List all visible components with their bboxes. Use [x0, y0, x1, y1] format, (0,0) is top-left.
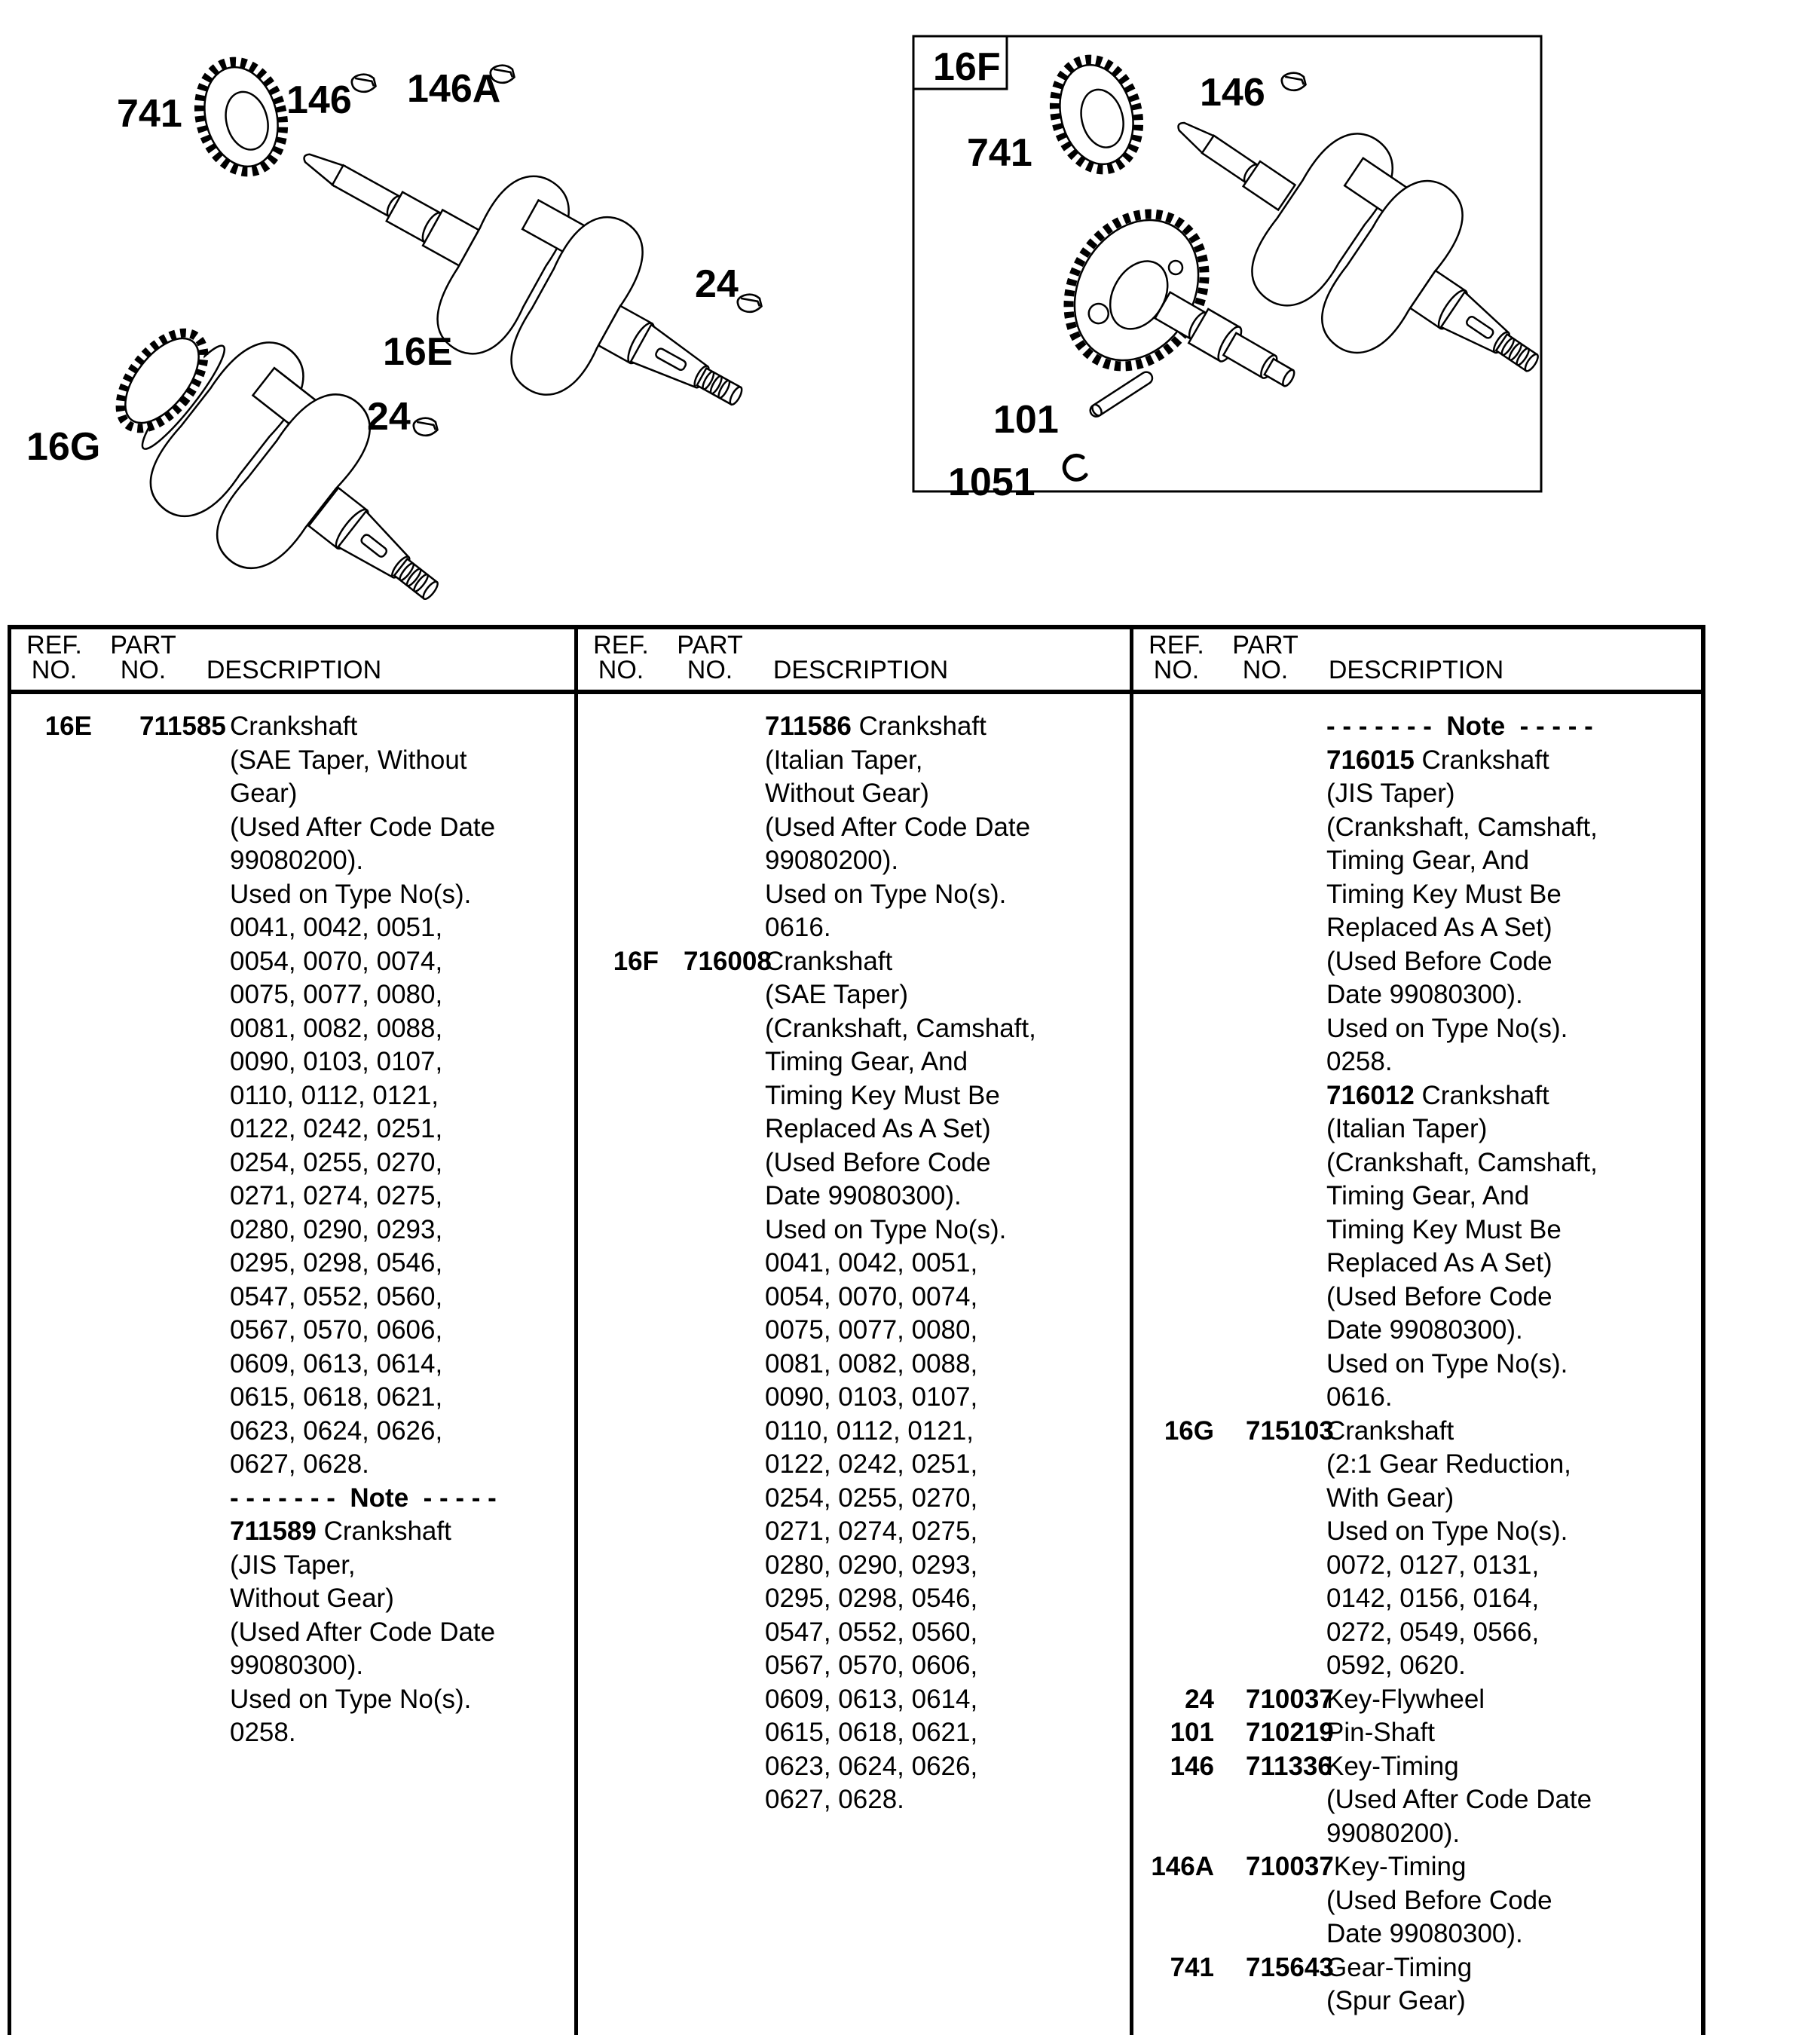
description-cell: (Used Before Code — [1326, 1281, 1552, 1311]
description-cell: 0072, 0127, 0131, — [1326, 1550, 1540, 1580]
table-line-row — [1130, 1448, 1701, 1482]
part-no-cell: 711585 — [139, 711, 226, 741]
table-line-row — [8, 1045, 574, 1079]
ref-no-header: NO. — [31, 656, 78, 684]
table-line-row — [1130, 1348, 1701, 1382]
table-line-row — [8, 1112, 574, 1146]
table-line-row — [574, 1716, 1130, 1750]
table-line-row — [574, 1750, 1130, 1784]
timing-gear-drawing-right — [1043, 50, 1151, 179]
table-line-row — [1130, 1649, 1701, 1683]
description-cell: 0567, 0570, 0606, — [765, 1651, 978, 1680]
part-no-header: NO. — [120, 656, 167, 684]
description-cell: (Used After Code Date — [765, 812, 1031, 842]
description-cell: 0271, 0274, 0275, — [765, 1516, 978, 1546]
description-cell: Without Gear) — [765, 779, 929, 808]
ref-no-cell: 101 — [1170, 1718, 1214, 1747]
part-no-cell: 710037 — [1246, 1684, 1334, 1714]
description-cell: 0295, 0298, 0546, — [230, 1248, 443, 1278]
table-line-row — [8, 1247, 574, 1281]
description-cell: 0615, 0618, 0621, — [765, 1718, 978, 1747]
table-line-row — [8, 1649, 574, 1683]
description-cell: Used on Type No(s). — [765, 879, 1007, 909]
table-body — [8, 695, 574, 1750]
description-cell: 0280, 0290, 0293, — [230, 1214, 443, 1244]
table-line-row — [1130, 1415, 1701, 1449]
table-line-row — [1130, 1716, 1701, 1750]
table-line-row — [8, 1213, 574, 1247]
description-cell: 0142, 0156, 0164, — [1326, 1584, 1540, 1613]
table-line-row — [574, 1348, 1130, 1382]
table-line-row — [1130, 1750, 1701, 1784]
key-146-drawing-left — [352, 75, 376, 92]
description-cell: (Crankshaft, Camshaft, — [1326, 1147, 1598, 1177]
table-line-row — [574, 1045, 1130, 1079]
ref-no-cell: 16G — [1164, 1415, 1214, 1446]
description-cell: (SAE Taper, Without — [230, 745, 467, 775]
description-cell: 0258. — [230, 1718, 296, 1747]
table-line-row — [574, 811, 1130, 845]
description-cell: 99080200). — [230, 846, 364, 875]
table-line-row — [8, 811, 574, 845]
description-cell: (Crankshaft, Camshaft, — [765, 1013, 1036, 1043]
ref-no-cell: 16E — [44, 711, 92, 741]
description-cell: Timing Gear, And — [1326, 1181, 1530, 1210]
diagram-label-741-right: 741 — [967, 131, 1032, 175]
description-cell: 0616. — [1326, 1382, 1393, 1412]
description-cell: Date 99080300). — [1326, 980, 1523, 1009]
description-cell: 0616. — [765, 913, 831, 942]
description-cell: 0122, 0242, 0251, — [765, 1449, 978, 1479]
description-cell: 716012 Crankshaft — [1326, 1080, 1549, 1110]
pin-101-drawing — [1088, 370, 1155, 419]
table-line-row — [1130, 1515, 1701, 1549]
retaining-ring-1051-drawing — [1064, 455, 1086, 479]
description-header: DESCRIPTION — [772, 656, 949, 684]
description-cell: 0041, 0042, 0051, — [765, 1248, 978, 1278]
diagram-label-24-upper: 24 — [695, 262, 739, 306]
diagram-label-146-right: 146 — [1200, 71, 1265, 115]
table-line-row — [574, 878, 1130, 912]
table-line-row — [8, 744, 574, 778]
description-cell: Timing Key Must Be — [765, 1080, 1000, 1110]
table-line-row — [8, 844, 574, 878]
description-cell: Timing Gear, And — [765, 1047, 968, 1076]
description-cell: 0627, 0628. — [230, 1449, 369, 1479]
description-cell: Date 99080300). — [1326, 1919, 1523, 1948]
table-line-row — [1130, 844, 1701, 878]
table-line-row — [1130, 1985, 1701, 2018]
description-cell: Date 99080300). — [1326, 1315, 1523, 1345]
description-cell: - - - - - - - Note - - - - - — [230, 1483, 497, 1513]
description-cell: Used on Type No(s). — [230, 879, 472, 909]
table-line-row — [574, 1448, 1130, 1482]
description-cell: 0547, 0552, 0560, — [765, 1617, 978, 1647]
description-cell: 0081, 0082, 0088, — [765, 1348, 978, 1379]
table-line-row — [574, 1012, 1130, 1046]
table-line-row — [8, 1079, 574, 1113]
table-line-row — [8, 1582, 574, 1616]
description-cell: (Used After Code Date — [230, 812, 496, 842]
description-cell: 711586 Crankshaft — [765, 711, 986, 741]
table-right-border — [1701, 625, 1705, 2035]
description-cell: 0547, 0552, 0560, — [230, 1281, 443, 1311]
table-line-row — [1130, 1213, 1701, 1247]
part-no-header: NO. — [687, 656, 733, 684]
table-line-row — [1130, 1180, 1701, 1213]
description-cell: Date 99080300). — [765, 1181, 962, 1210]
table-line-row — [574, 1314, 1130, 1348]
description-cell: Key-Flywheel — [1326, 1684, 1485, 1714]
table-line-row — [1130, 710, 1701, 744]
table-line-row — [8, 978, 574, 1012]
table-line-row — [574, 1649, 1130, 1683]
table-line-row — [574, 1616, 1130, 1650]
part-no-cell: 716008 — [684, 946, 772, 976]
table-line-row — [574, 777, 1130, 811]
table-header — [1130, 626, 1701, 695]
description-cell: 0609, 0613, 0614, — [765, 1684, 978, 1714]
table-line-row — [1130, 1951, 1701, 1985]
description-cell: (2:1 Gear Reduction, — [1326, 1449, 1571, 1479]
description-cell: 0081, 0082, 0088, — [230, 1013, 443, 1043]
table-line-row — [8, 1314, 574, 1348]
ref-no-cell: 146A — [1151, 1852, 1214, 1881]
description-cell: Gear-Timing — [1326, 1952, 1473, 1982]
description-cell: 0272, 0549, 0566, — [1326, 1617, 1540, 1647]
table-line-row — [574, 1281, 1130, 1314]
table-line-row — [1130, 1884, 1701, 1918]
ref-no-cell: 16F — [613, 946, 659, 976]
description-cell: Key-Timing — [1326, 1751, 1459, 1781]
table-line-row — [1130, 1582, 1701, 1616]
description-cell: 0090, 0103, 0107, — [230, 1047, 443, 1076]
description-cell: 0295, 0298, 0546, — [765, 1584, 978, 1613]
ref-no-header: REF. — [1149, 631, 1204, 659]
table-line-row — [1130, 1850, 1701, 1884]
description-cell: (Used Before Code — [1326, 946, 1552, 976]
description-cell: Key-Timing — [1326, 1852, 1467, 1881]
description-cell: 711589 Crankshaft — [230, 1516, 451, 1546]
diagram-label-16g: 16G — [26, 425, 101, 469]
ref-no-header: REF. — [26, 631, 82, 659]
diagram-label-101: 101 — [993, 398, 1059, 442]
description-cell: (Italian Taper) — [1326, 1114, 1488, 1143]
table-line-row — [8, 1180, 574, 1213]
description-cell: 0609, 0613, 0614, — [230, 1348, 443, 1379]
description-cell: (Used After Code Date — [1326, 1785, 1592, 1814]
description-cell: - - - - - - - Note - - - - - — [1326, 711, 1593, 741]
description-cell: (Used After Code Date — [230, 1617, 496, 1647]
table-line-row — [8, 1616, 574, 1650]
table-line-row — [574, 978, 1130, 1012]
description-cell: 0110, 0112, 0121, — [230, 1080, 439, 1110]
description-cell: 0280, 0290, 0293, — [765, 1550, 978, 1580]
table-line-row — [1130, 1281, 1701, 1314]
table-line-row — [1130, 1817, 1701, 1851]
description-cell: 0054, 0070, 0074, — [230, 946, 443, 976]
table-line-row — [574, 1515, 1130, 1549]
description-cell: 0567, 0570, 0606, — [230, 1315, 443, 1345]
parts-table-section-3 — [1130, 626, 1701, 2035]
description-cell: 0075, 0077, 0080, — [765, 1315, 978, 1345]
description-cell: Replaced As A Set) — [1326, 913, 1552, 942]
table-line-row — [8, 878, 574, 912]
table-line-row — [8, 777, 574, 811]
key-146-drawing-right — [1282, 73, 1306, 90]
table-line-row — [574, 1783, 1130, 1817]
description-cell: 99080200). — [1326, 1818, 1461, 1848]
part-no-header: PART — [110, 631, 176, 659]
part-no-cell: 715103 — [1246, 1415, 1334, 1446]
table-line-row — [8, 1515, 574, 1549]
description-cell: Timing Key Must Be — [1326, 879, 1562, 909]
table-line-row — [574, 1549, 1130, 1583]
table-line-row — [574, 1415, 1130, 1449]
table-line-row — [574, 710, 1130, 744]
table-line-row — [1130, 1045, 1701, 1079]
description-cell: Crankshaft — [1326, 1415, 1454, 1446]
key-24-lower-drawing — [414, 418, 438, 436]
parts-diagram — [0, 0, 1820, 625]
table-line-row — [8, 1281, 574, 1314]
description-cell: 0627, 0628. — [765, 1785, 904, 1814]
description-cell: 0254, 0255, 0270, — [230, 1147, 443, 1177]
description-cell: Crankshaft — [230, 711, 358, 741]
table-line-row — [574, 744, 1130, 778]
table-line-row — [1130, 1079, 1701, 1113]
table-line-row — [8, 1448, 574, 1482]
ref-no-header: REF. — [593, 631, 649, 659]
table-line-row — [8, 1381, 574, 1415]
table-line-row — [574, 1213, 1130, 1247]
table-line-row — [574, 1381, 1130, 1415]
description-cell: Used on Type No(s). — [765, 1214, 1007, 1244]
table-line-row — [574, 1582, 1130, 1616]
table-line-row — [1130, 1549, 1701, 1583]
description-cell: 99080200). — [765, 846, 899, 875]
table-line-row — [574, 1079, 1130, 1113]
diagram-label-16e: 16E — [383, 330, 453, 374]
description-cell: 99080300). — [230, 1651, 364, 1680]
table-line-row — [1130, 1247, 1701, 1281]
table-line-row — [1130, 1783, 1701, 1817]
description-cell: Used on Type No(s). — [1326, 1516, 1568, 1546]
table-line-row — [8, 710, 574, 744]
table-line-row — [1130, 777, 1701, 811]
description-cell: Without Gear) — [230, 1584, 394, 1613]
table-line-row — [1130, 1112, 1701, 1146]
description-cell: 0090, 0103, 0107, — [765, 1382, 978, 1412]
table-body — [1130, 695, 1701, 2018]
description-cell: Used on Type No(s). — [230, 1684, 472, 1714]
key-24-upper-drawing — [738, 295, 762, 312]
table-line-row — [574, 911, 1130, 945]
description-cell: Used on Type No(s). — [1326, 1348, 1568, 1379]
description-cell: (Used Before Code — [1326, 1885, 1552, 1915]
diagram-label-24-lower: 24 — [367, 395, 411, 439]
description-cell: Gear) — [230, 779, 298, 808]
table-line-row — [8, 945, 574, 979]
description-cell: 716015 Crankshaft — [1326, 745, 1549, 775]
table-line-row — [574, 1112, 1130, 1146]
description-cell: 0592, 0620. — [1326, 1651, 1466, 1680]
table-line-row — [574, 1180, 1130, 1213]
table-line-row — [1130, 744, 1701, 778]
description-header: DESCRIPTION — [206, 656, 382, 684]
table-body — [574, 695, 1130, 1817]
description-cell: With Gear) — [1326, 1483, 1454, 1513]
description-cell: 0254, 0255, 0270, — [765, 1483, 978, 1513]
description-cell: (Spur Gear) — [1326, 1986, 1466, 2015]
description-cell: (Used Before Code — [765, 1147, 991, 1177]
table-line-row — [574, 1482, 1130, 1516]
description-cell: 0623, 0624, 0626, — [765, 1751, 978, 1781]
table-line-row — [574, 1146, 1130, 1180]
table-line-row — [1130, 1146, 1701, 1180]
ref-no-cell: 24 — [1185, 1684, 1214, 1714]
description-cell: Crankshaft — [765, 946, 893, 976]
part-no-header: PART — [1232, 631, 1298, 659]
table-line-row — [1130, 911, 1701, 945]
description-cell: 0258. — [1326, 1047, 1393, 1076]
part-no-cell: 710219 — [1246, 1718, 1334, 1747]
table-line-row — [8, 1146, 574, 1180]
diagram-label-146-left: 146 — [286, 78, 352, 122]
table-line-row — [1130, 878, 1701, 912]
part-no-cell: 710037 — [1246, 1852, 1334, 1881]
table-header — [8, 626, 574, 695]
ref-no-cell: 741 — [1170, 1952, 1214, 1982]
description-cell: Timing Gear, And — [1326, 846, 1530, 875]
description-cell: (Italian Taper, — [765, 745, 923, 775]
description-cell: 0110, 0112, 0121, — [765, 1415, 974, 1446]
table-line-row — [8, 1549, 574, 1583]
diagram-label-741-left: 741 — [117, 92, 182, 136]
table-header — [574, 626, 1130, 695]
diagram-label-146a: 146A — [407, 67, 501, 111]
description-cell: 0054, 0070, 0074, — [765, 1281, 978, 1311]
table-line-row — [1130, 811, 1701, 845]
table-line-row — [8, 1482, 574, 1516]
table-line-row — [1130, 1012, 1701, 1046]
description-cell: 0623, 0624, 0626, — [230, 1415, 443, 1446]
table-line-row — [1130, 1917, 1701, 1951]
table-line-row — [8, 1683, 574, 1717]
part-no-cell: 715643 — [1246, 1952, 1334, 1982]
description-cell: 0271, 0274, 0275, — [230, 1181, 443, 1210]
description-cell: Pin-Shaft — [1326, 1718, 1435, 1747]
part-no-header: PART — [677, 631, 743, 659]
description-cell: Replaced As A Set) — [1326, 1248, 1552, 1278]
part-no-header: NO. — [1242, 656, 1289, 684]
ref-no-cell: 146 — [1170, 1751, 1214, 1781]
description-cell: 0122, 0242, 0251, — [230, 1114, 443, 1143]
description-cell: Replaced As A Set) — [765, 1114, 991, 1143]
timing-gear-drawing-left — [188, 53, 295, 182]
parts-table-section-2 — [574, 626, 1130, 2035]
description-cell: 0075, 0077, 0080, — [230, 980, 443, 1009]
description-cell: (JIS Taper, — [230, 1550, 356, 1580]
table-line-row — [1130, 1616, 1701, 1650]
description-cell: (Crankshaft, Camshaft, — [1326, 812, 1598, 842]
table-line-row — [1130, 978, 1701, 1012]
diagram-label-1051: 1051 — [948, 461, 1035, 504]
ref-no-header: NO. — [598, 656, 644, 684]
description-cell: Timing Key Must Be — [1326, 1214, 1562, 1244]
table-line-row — [8, 1716, 574, 1750]
table-line-row — [574, 1683, 1130, 1717]
description-cell: (SAE Taper) — [765, 980, 908, 1009]
table-line-row — [574, 1247, 1130, 1281]
table-line-row — [1130, 1314, 1701, 1348]
table-line-row — [1130, 1683, 1701, 1717]
table-line-row — [8, 1012, 574, 1046]
description-header: DESCRIPTION — [1328, 656, 1504, 684]
description-cell: 0041, 0042, 0051, — [230, 913, 443, 942]
description-cell: 0615, 0618, 0621, — [230, 1382, 443, 1412]
table-line-row — [1130, 1381, 1701, 1415]
ref-no-header: NO. — [1153, 656, 1200, 684]
table-line-row — [1130, 1482, 1701, 1516]
part-no-cell: 711336 — [1246, 1751, 1332, 1781]
table-line-row — [574, 945, 1130, 979]
description-cell: (JIS Taper) — [1326, 779, 1455, 808]
parts-table-section-1 — [8, 626, 574, 2035]
table-line-row — [8, 1348, 574, 1382]
diagram-label-16f: 16F — [933, 45, 1001, 89]
table-line-row — [8, 1415, 574, 1449]
description-cell: Used on Type No(s). — [1326, 1013, 1568, 1043]
table-line-row — [574, 844, 1130, 878]
table-line-row — [1130, 945, 1701, 979]
table-line-row — [8, 911, 574, 945]
